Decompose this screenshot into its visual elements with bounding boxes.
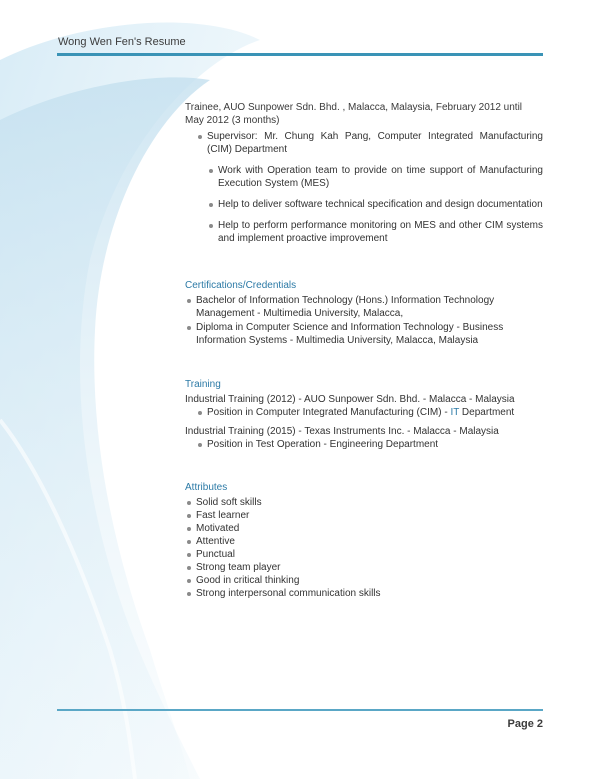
training-entry-title: Industrial Training (2012) - AUO Sunpower Sdn. Bhd. - Malacca - Malaysia [185,394,515,405]
training-section [185,378,543,451]
training-position-text: Position in Computer Integrated Manufacturing (CIM) - [207,407,451,418]
training-entry-title: Industrial Training (2015) - Texas Instruments Inc. - Malacca - Malaysia [185,426,499,437]
attribute-item: Good in critical thinking [185,574,543,587]
training-position-accent: IT [450,407,460,418]
header-rule [57,53,543,56]
certification-item: Bachelor of Information Technology (Hons.) Information Technology Management - Multimedia University, Malacca, [185,294,543,320]
duty-item: Help to perform performance monitoring on MES and other CIM systems and implement proactive improvement [207,219,543,245]
attribute-item: Punctual [185,548,543,561]
attributes-section [185,481,543,600]
duties-list [207,164,543,245]
job-title [185,101,543,127]
experience-list [196,130,543,156]
certification-item: Diploma in Computer Science and Information Technology - Business Information Systems - Multimedia University, Malacca, Malaysia [185,321,543,347]
training-position-text: Position in Test Operation - Engineering Department [207,439,439,450]
attribute-item: Strong interpersonal communication skills [185,587,543,600]
certifications-list [185,294,543,347]
supervisor-item: Supervisor: Mr. Chung Kah Pang, Computer Integrated Manufacturing (CIM) Department [196,130,543,156]
attributes-heading: Attributes [185,482,228,493]
training-entry-list [196,438,543,451]
footer-rule [57,709,543,711]
content-area [185,101,543,600]
attribute-item: Fast learner [185,509,543,522]
training-position-suffix: Department [459,407,515,418]
job-title-line2: May 2012 (3 months) [185,115,280,126]
duty-item: Help to deliver software technical specification and design documentation [207,198,543,211]
attributes-list [185,496,543,600]
attribute-item: Motivated [185,522,543,535]
training-position [196,438,543,451]
page-number: Page 2 [507,718,543,730]
header-title: Wong Wen Fen's Resume [58,36,186,48]
attribute-item: Solid soft skills [185,496,543,509]
training-heading: Training [185,379,221,390]
certifications-heading: Certifications/Credentials [185,280,297,291]
training-position [196,406,543,419]
attribute-item: Strong team player [185,561,543,574]
duty-item: Work with Operation team to provide on time support of Manufacturing Execution System (MES) [207,164,543,190]
training-entry-list [196,406,543,419]
job-title-line1: Trainee, AUO Sunpower Sdn. Bhd. , Malacca, Malaysia, February 2012 until [185,102,523,113]
attribute-item: Attentive [185,535,543,548]
certifications-section [185,279,543,347]
